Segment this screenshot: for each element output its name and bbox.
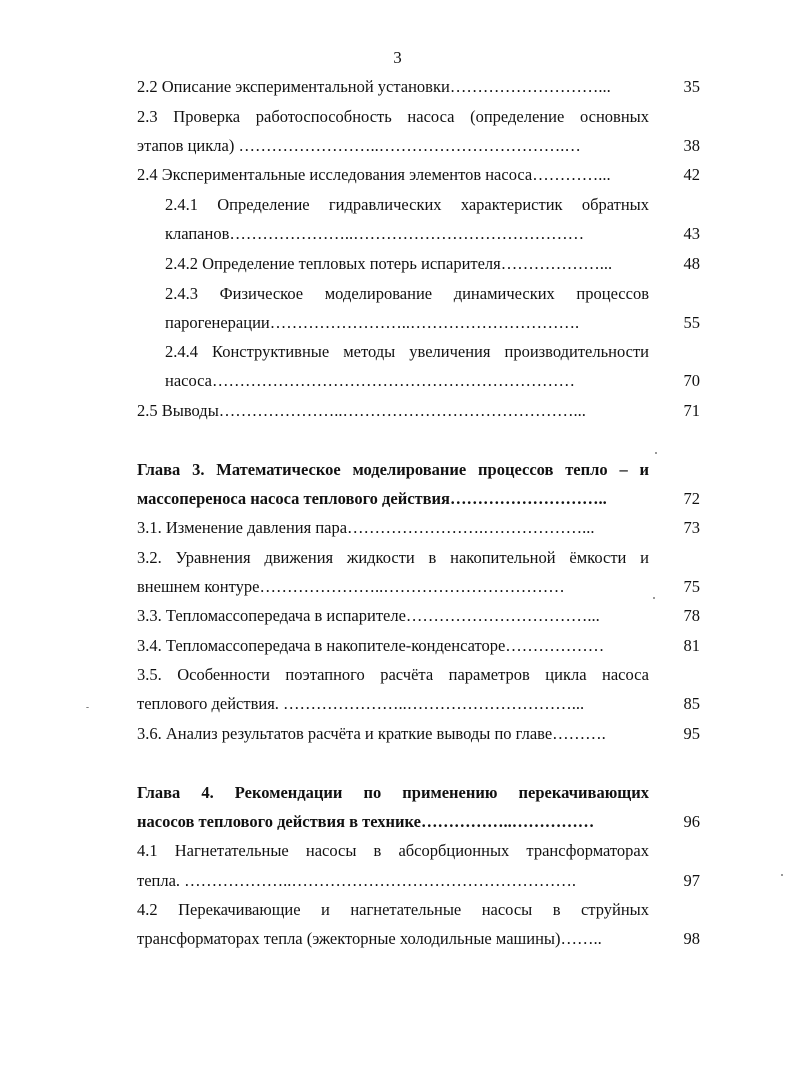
scan-speck <box>781 874 783 876</box>
toc-page-2-3: 38 <box>683 136 700 155</box>
toc-entry-2-2: 2.2 Описание экспериментальной установки………………………... <box>137 77 611 96</box>
toc-page-3-5: 85 <box>683 694 700 713</box>
toc-entry-3-2-line1: 3.2. Уравнения движения жидкости в накопительной ёмкости и <box>137 548 649 567</box>
toc-entry-3-1: 3.1. Изменение давления пара…………………….………………... <box>137 518 595 537</box>
scan-speck <box>655 452 657 454</box>
toc-page-3-4: 81 <box>683 636 700 655</box>
toc-page-2-4-3: 55 <box>683 313 700 332</box>
toc-page-3-1: 73 <box>683 518 700 537</box>
toc-chapter-4-line2: насосов теплового действия в технике……………..…………… <box>137 812 595 831</box>
toc-entry-2-4-2: 2.4.2 Определение тепловых потерь испарителя………………... <box>165 254 613 273</box>
toc-entry-3-5-line2: теплового действия. …………………..…………………………... <box>137 694 585 713</box>
toc-entry-2-4-3-line2: парогенерации……………………..…………………………. <box>165 313 580 332</box>
toc-entry-3-3: 3.3. Тепломассопередача в испарителе……………………………... <box>137 606 600 625</box>
toc-page-4-1: 97 <box>683 871 700 890</box>
toc-page-2-4-2: 48 <box>683 254 700 273</box>
toc-page-ch3: 72 <box>683 489 700 508</box>
scan-speck <box>653 597 655 599</box>
toc-page-4-2: 98 <box>683 929 700 948</box>
toc-entry-4-2-line1: 4.2 Перекачивающие и нагнетательные насосы в струйных <box>137 900 649 919</box>
toc-entry-2-3-line1: 2.3 Проверка работоспособность насоса (определение основных <box>137 107 649 126</box>
toc-page-2-4: 42 <box>683 165 700 184</box>
toc-entry-4-1-line2: тепла. ………………..……………………………………………. <box>137 871 577 890</box>
toc-page-3-6: 95 <box>683 724 700 743</box>
toc-entry-2-4-4-line2: насоса………………………………………………………… <box>165 371 575 390</box>
toc-page-2-2: 35 <box>683 77 700 96</box>
toc-page-3-2: 75 <box>683 577 700 596</box>
toc-page-ch4: 96 <box>683 812 700 831</box>
toc-entry-2-4-1-line2: клапанов…………………..…………………………………… <box>165 224 585 243</box>
toc-chapter-4-line1: Глава 4. Рекомендации по применению перекачивающих <box>137 783 649 802</box>
toc-page-2-4-1: 43 <box>683 224 700 243</box>
toc-chapter-3-line2: массопереноса насоса теплового действия……………………….. <box>137 489 607 508</box>
toc-chapter-3-line1: Глава 3. Математическое моделирование процессов тепло – и <box>137 460 649 479</box>
toc-entry-3-4: 3.4. Тепломассопередача в накопителе-конденсаторе……………… <box>137 636 605 655</box>
toc-entry-2-4: 2.4 Экспериментальные исследования элементов насоса…………... <box>137 165 611 184</box>
toc-entry-4-1-line1: 4.1 Нагнетательные насосы в абсорбционных трансформаторах <box>137 841 649 860</box>
toc-entry-3-6: 3.6. Анализ результатов расчёта и краткие выводы по главе………. <box>137 724 606 743</box>
page-number: 3 <box>393 48 402 67</box>
toc-page-3-3: 78 <box>683 606 700 625</box>
scan-speck <box>86 707 89 708</box>
toc-entry-2-4-4-line1: 2.4.4 Конструктивные методы увеличения производительности <box>165 342 649 361</box>
toc-entry-3-5-line1: 3.5. Особенности поэтапного расчёта параметров цикла насоса <box>137 665 649 684</box>
toc-entry-3-2-line2: внешнем контуре…………………..…………………………… <box>137 577 565 596</box>
toc-entry-2-5: 2.5 Выводы…………………..……………………………………... <box>137 401 586 420</box>
toc-entry-2-4-1-line1: 2.4.1 Определение гидравлических характеристик обратных <box>165 195 649 214</box>
toc-page-2-4-4: 70 <box>683 371 700 390</box>
toc-page-2-5: 71 <box>683 401 700 420</box>
toc-entry-2-3-line2: этапов цикла) ……………………..…………………………….… <box>137 136 581 155</box>
toc-entry-4-2-line2: трансформаторах тепла (эжекторные холодильные машины)…….. <box>137 929 602 948</box>
toc-entry-2-4-3-line1: 2.4.3 Физическое моделирование динамических процессов <box>165 284 649 303</box>
